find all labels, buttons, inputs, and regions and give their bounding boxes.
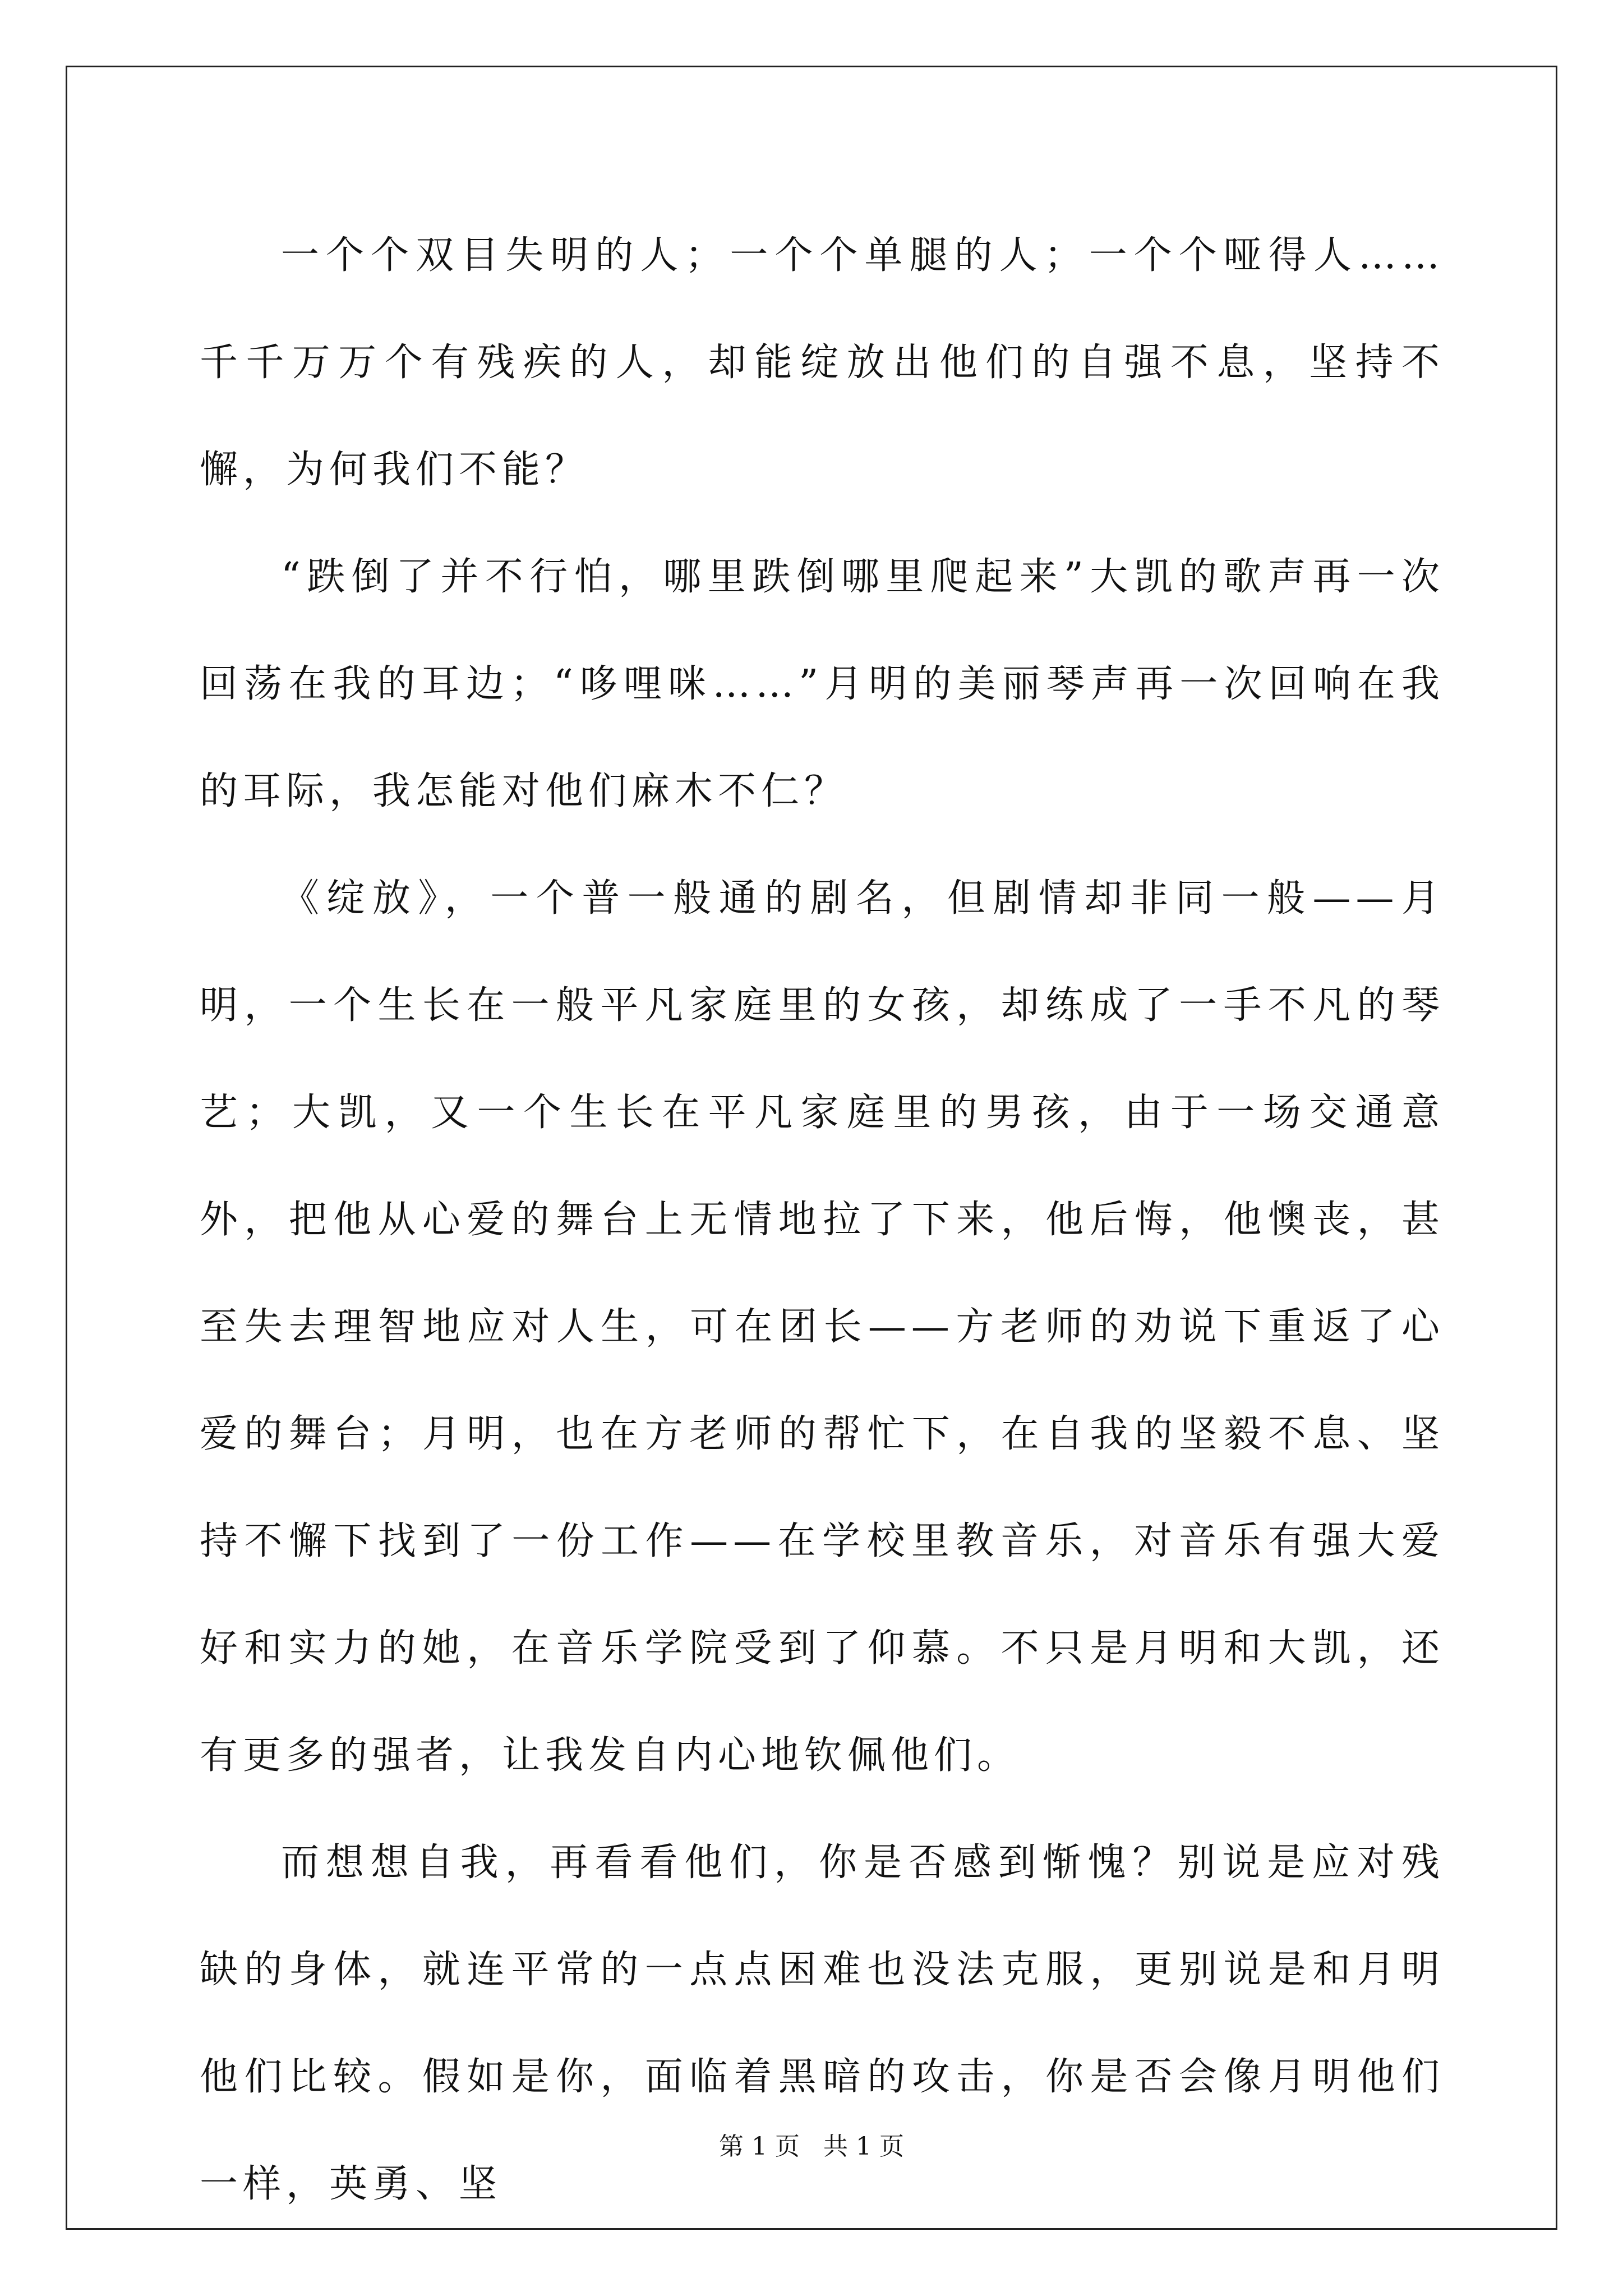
page-number: 第 1 页	[719, 2132, 800, 2161]
paragraph-3: 《绽放》，一个普一般通的剧名，但剧情却非同一般——月明，一个生长在一般平凡家庭里的女孩，却练成了一手不凡的琴艺；大凯，又一个生长在平凡家庭里的男孩，由于一场交通意外，把他从心爱的舞台上无情地拉了下来，他后悔，他懊丧，甚至失去理智地应对人生，可在团长——方老师的劝说下重返了心爱的舞台；月明，也在方老师的帮忙下，在自我的坚毅不息、坚持不懈下找到了一份工作——在学校里教音乐，对音乐有强大爱好和实力的她，在音乐学院受到了仰慕。不只是月明和大凯，还有更多的强者，让我发自内心地钦佩他们。	[200, 876, 1445, 1778]
document-body	[200, 202, 1445, 2238]
paragraph-2: “跌倒了并不行怕，哪里跌倒哪里爬起来”大凯的歌声再一次回荡在我的耳边；“哆哩咪……”月明的美丽琴声再一次回响在我的耳际，我怎能对他们麻木不仁？	[200, 555, 1445, 813]
paragraph-4: 而想想自我，再看看他们，你是否感到惭愧？别说是应对残缺的身体，就连平常的一点点困难也没法克服，更别说是和月明他们比较。假如是你，面临着黑暗的攻击，你是否会像月明他们一样，英勇、坚	[200, 1841, 1445, 2206]
page-footer	[0, 2126, 1623, 2162]
total-pages: 共 1 页	[823, 2132, 904, 2161]
paragraph-1: 一个个双目失明的人；一个个单腿的人；一个个哑得人……千千万万个有残疾的人，却能绽放出他们的自强不息，坚持不懈，为何我们不能？	[200, 233, 1445, 492]
